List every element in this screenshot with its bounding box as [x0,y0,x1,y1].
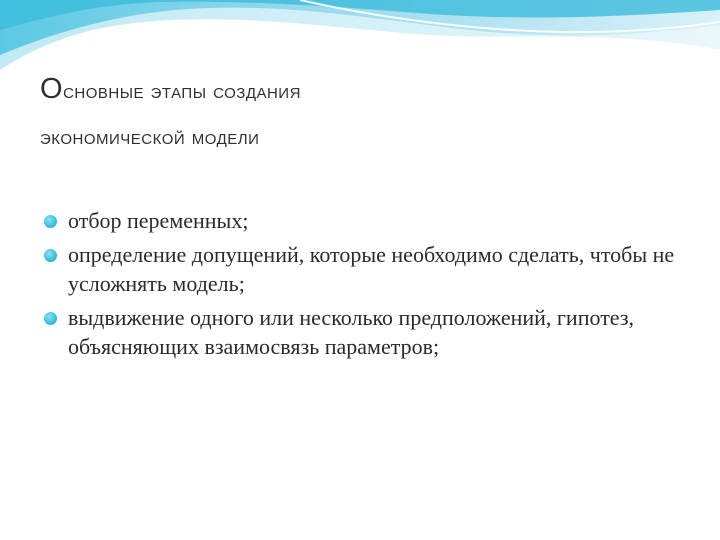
bullet-text: определение допущений, которые необходимо сделать, чтобы не усложнять модель; [68,242,675,296]
bullet-item [44,303,684,361]
title-first-letter: О [40,73,64,105]
bullet-text: отбор переменных; [68,208,249,233]
bullet-dot-icon [44,215,57,228]
title-line-1-rest: сновные этапы создания [63,78,301,103]
bullet-dot-icon [44,312,57,325]
bullet-item [44,240,684,298]
title-line-1 [40,66,660,114]
bullet-item [44,206,684,235]
bullet-list [44,206,684,366]
title-line-2: экономической модели [40,124,260,149]
bullet-dot-icon [44,249,57,262]
bullet-text: выдвижение одного или несколько предположений, гипотез, объясняющих взаимосвязь параметров; [68,305,635,359]
slide-title [40,66,660,160]
